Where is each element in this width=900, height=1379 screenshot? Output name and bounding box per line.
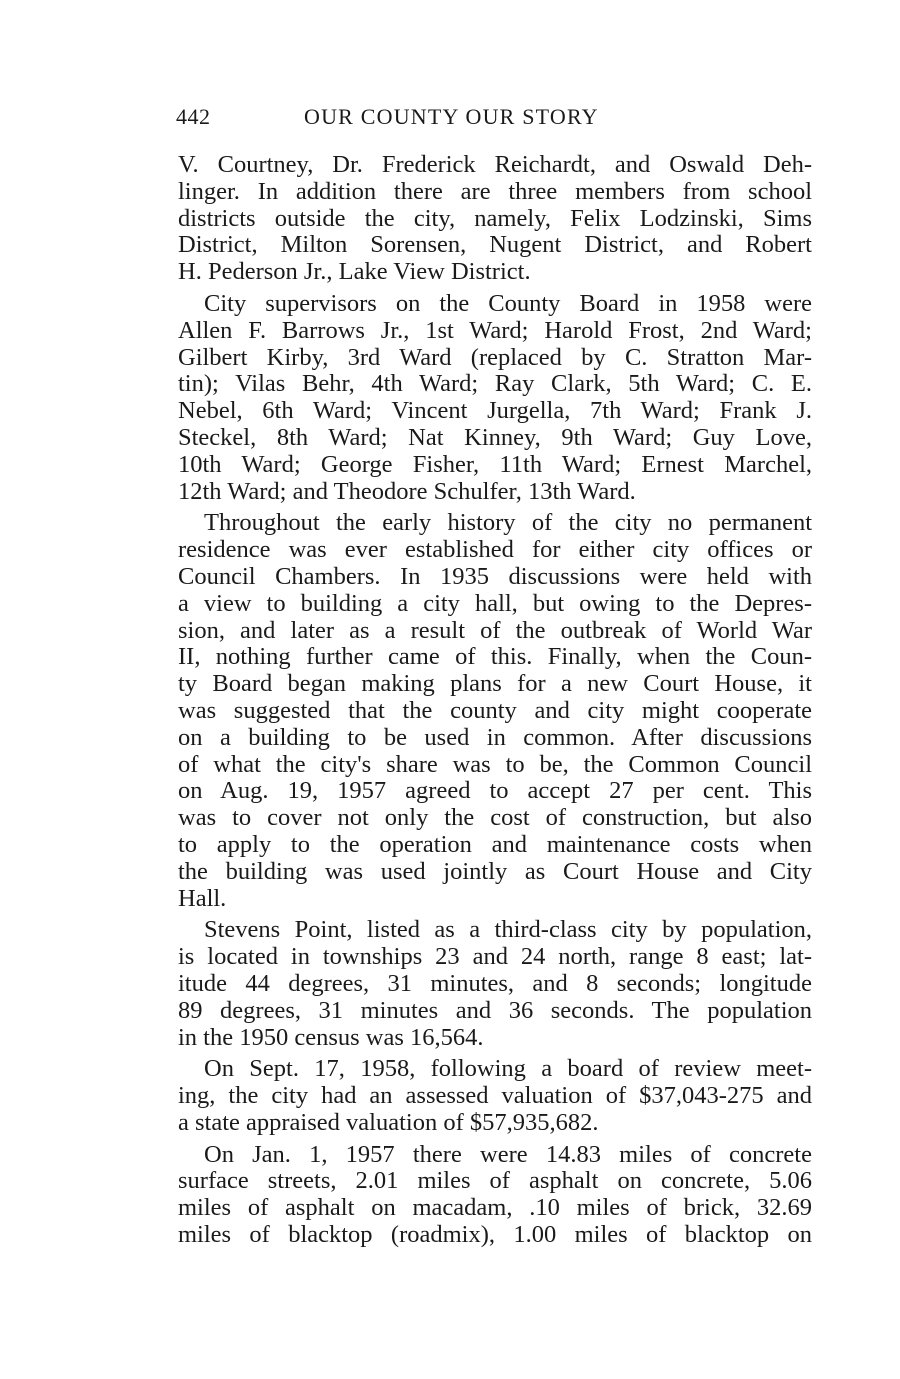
text-line: V. Courtney, Dr. Frederick Reichardt, and Oswald Deh-: [178, 151, 812, 178]
text-line: ing, the city had an assessed valuation of $37,043-275 and: [178, 1082, 812, 1110]
text-line: was suggested that the county and city might cooperate: [178, 696, 812, 724]
text-line: on a building to be used in common. After discussions: [178, 723, 812, 751]
text-line: 89 degrees, 31 minutes and 36 seconds. The population: [178, 996, 812, 1024]
text-line: residence was ever established for either city offices or: [178, 536, 812, 564]
text-line: Hall.: [178, 884, 227, 912]
text-line: on Aug. 19, 1957 agreed to accept 27 per cent. This: [178, 777, 812, 805]
text-line: the building was used jointly as Court House and City: [178, 857, 812, 885]
text-line: ty Board began making plans for a new Court House, it: [178, 670, 812, 698]
text-line: Council Chambers. In 1935 discussions were held with: [178, 562, 812, 590]
text-line: On Jan. 1, 1957 there were 14.83 miles of concrete: [204, 1140, 812, 1168]
paragraph: [178, 1056, 812, 1136]
paragraph: [178, 291, 812, 505]
text-line: is located in townships 23 and 24 north, range 8 east; lat-: [178, 943, 812, 971]
text-line: districts outside the city, namely, Felix Lodzinski, Sims: [178, 204, 812, 232]
text-line: miles of asphalt on macadam, .10 miles of brick, 32.69: [178, 1194, 812, 1222]
text-line: City supervisors on the County Board in 1958 were: [204, 289, 812, 317]
text-line: was to cover not only the cost of construction, but also: [178, 804, 812, 832]
text-line: a state appraised valuation of $57,935,682.: [178, 1108, 599, 1136]
text-line: Throughout the early history of the city no permanent: [204, 509, 812, 537]
text-line: in the 1950 census was 16,564.: [178, 1023, 484, 1051]
text-line: surface streets, 2.01 miles of asphalt on concrete, 5.06: [178, 1167, 812, 1195]
text-line: Allen F. Barrows Jr., 1st Ward; Harold Frost, 2nd Ward;: [178, 316, 812, 344]
text-line: Gilbert Kirby, 3rd Ward (replaced by C. Stratton Mar-: [178, 343, 812, 371]
text-line: linger. In addition there are three members from school: [178, 177, 812, 205]
text-line: 10th Ward; George Fisher, 11th Ward; Ernest Marchel,: [178, 450, 812, 478]
text-line: sion, and later as a result of the outbreak of World War: [178, 616, 812, 644]
text-line: On Sept. 17, 1958, following a board of review meet-: [204, 1055, 812, 1083]
text-line: to apply to the operation and maintenance costs when: [178, 830, 812, 858]
text-line: itude 44 degrees, 31 minutes, and 8 seconds; longitude: [178, 969, 812, 997]
paragraph: [178, 152, 812, 286]
paragraph: [178, 510, 812, 912]
body-text: [178, 152, 812, 1254]
text-line: a view to building a city hall, but owing to the Depres-: [178, 589, 812, 617]
text-line: II, nothing further came of this. Finally, when the Coun-: [178, 643, 812, 671]
text-line: Stevens Point, listed as a third-class city by population,: [204, 916, 812, 944]
text-line: H. Pederson Jr., Lake View District.: [178, 258, 531, 286]
text-line: Nebel, 6th Ward; Vincent Jurgella, 7th Ward; Frank J.: [178, 397, 812, 425]
text-line: tin); Vilas Behr, 4th Ward; Ray Clark, 5th Ward; C. E.: [178, 370, 812, 398]
text-line: 12th Ward; and Theodore Schulfer, 13th Ward.: [178, 477, 636, 505]
page-number: 442: [176, 104, 211, 129]
running-title: OUR COUNTY OUR STORY: [304, 104, 599, 129]
paragraph: [178, 917, 812, 1051]
text-line: District, Milton Sorensen, Nugent District, and Robert: [178, 231, 812, 259]
text-line: of what the city's share was to be, the Common Council: [178, 750, 812, 778]
text-line: miles of blacktop (roadmix), 1.00 miles of blacktop on: [178, 1221, 812, 1249]
paragraph: [178, 1142, 812, 1249]
text-line: Steckel, 8th Ward; Nat Kinney, 9th Ward; Guy Love,: [178, 423, 812, 451]
